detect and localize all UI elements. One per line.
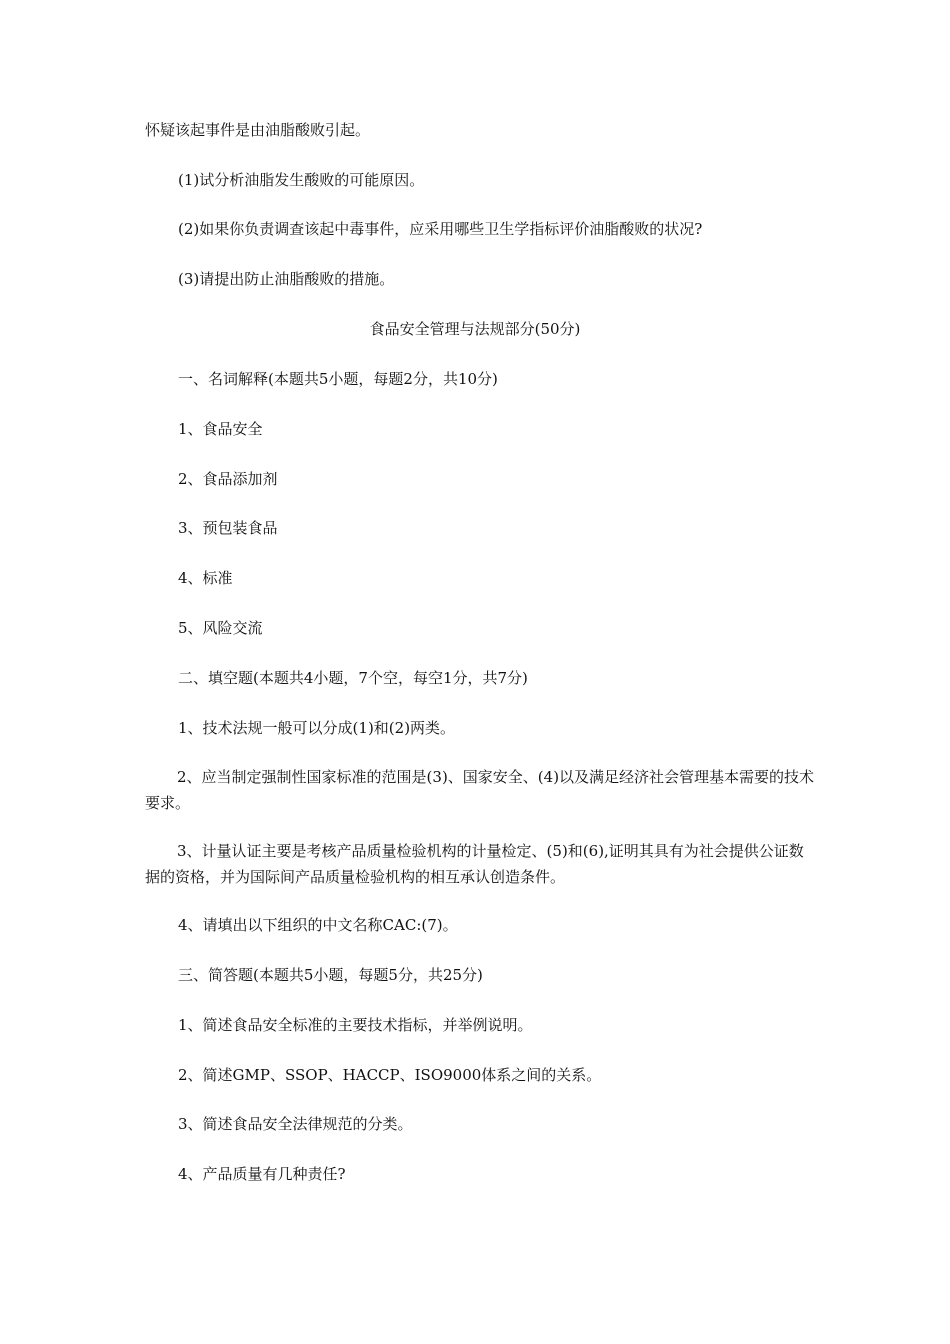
question-item: 2、简述GMP、SSOP、HACCP、ISO9000体系之间的关系。 <box>178 1066 602 1084</box>
question-item: 1、简述食品安全标准的主要技术指标，并举例说明。 <box>178 1016 533 1034</box>
question-item: 3、预包装食品 <box>178 519 278 537</box>
section-heading: 三、简答题(本题共5小题，每题5分，共25分) <box>178 966 483 984</box>
question-item: (3)请提出防止油脂酸败的措施。 <box>178 270 395 288</box>
section-heading: 二、填空题(本题共4小题，7个空，每空1分，共7分) <box>178 669 528 687</box>
question-item: 4、产品质量有几种责任? <box>178 1165 346 1183</box>
question-item: 1、食品安全 <box>178 420 263 438</box>
question-item: 3、计量认证主要是考核产品质量检验机构的计量检定、(5)和(6),证明其具有为社会提供公证数据的资格，并为国际间产品质量检验机构的相互承认创造条件。 <box>145 842 804 886</box>
question-item: 5、风险交流 <box>178 619 263 637</box>
section-title: 食品安全管理与法规部分(50分) <box>369 320 581 338</box>
question-item: 4、标准 <box>178 569 233 587</box>
question-item: 2、食品添加剂 <box>178 470 278 488</box>
question-item: (2)如果你负责调查该起中毒事件，应采用哪些卫生学指标评价油脂酸败的状况? <box>178 220 703 238</box>
question-item: (1)试分析油脂发生酸败的可能原因。 <box>178 171 425 189</box>
question-item: 2、应当制定强制性国家标准的范围是(3)、国家安全、(4)以及满足经济社会管理基本需要的技术要求。 <box>145 768 815 812</box>
section-heading: 一、名词解释(本题共5小题，每题2分，共10分) <box>178 370 498 388</box>
paragraph-text: 怀疑该起事件是由油脂酸败引起。 <box>145 121 371 139</box>
question-item: 1、技术法规一般可以分成(1)和(2)两类。 <box>178 719 456 737</box>
question-item: 4、请填出以下组织的中文名称CAC:(7)。 <box>178 916 458 934</box>
question-item: 3、简述食品安全法律规范的分类。 <box>178 1115 413 1133</box>
